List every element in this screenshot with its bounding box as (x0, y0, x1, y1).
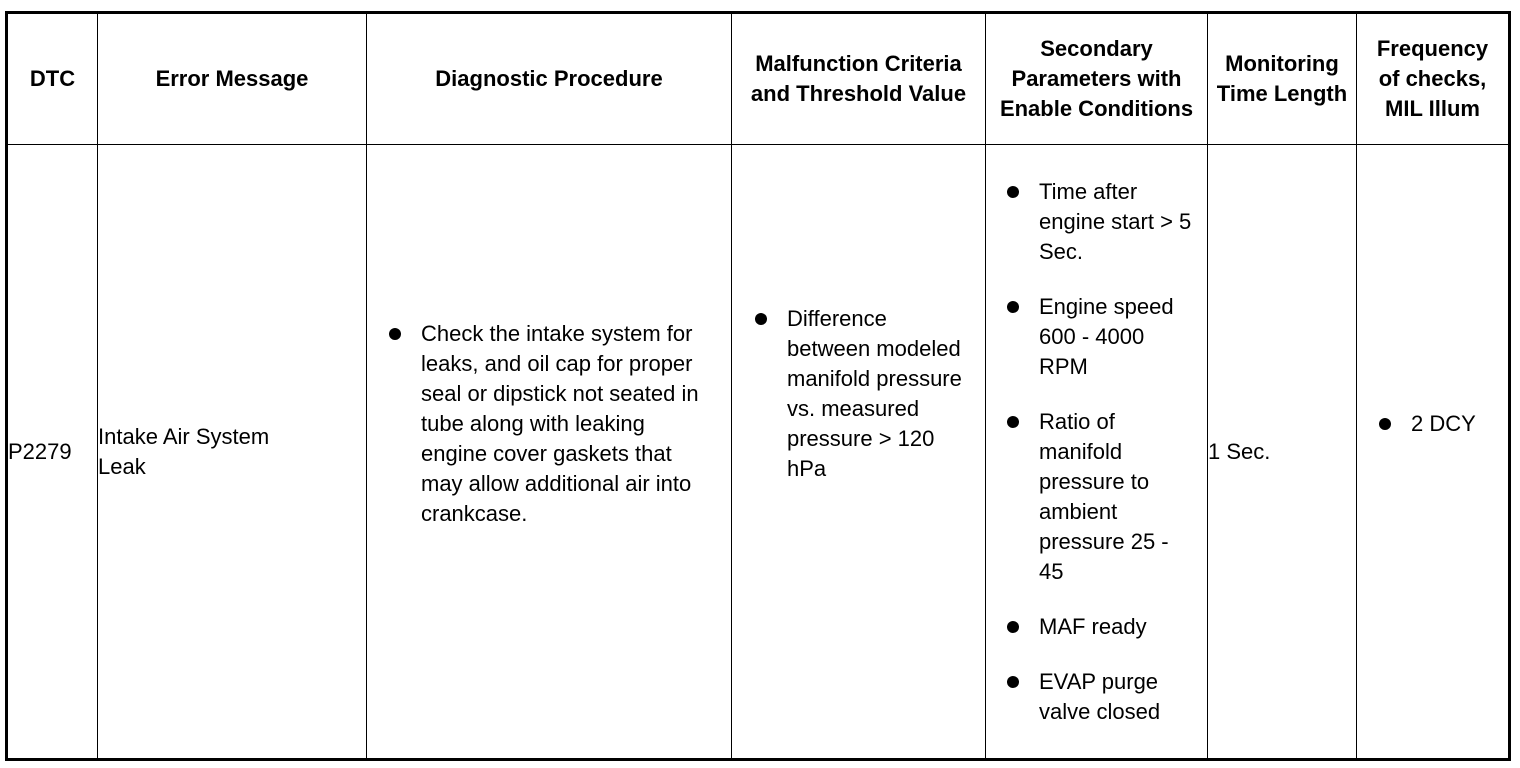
header-malfunction-criteria: Malfunction Criteria and Threshold Value (732, 13, 986, 145)
bullet-icon (389, 328, 401, 340)
header-secondary-parameters: Secondary Parameters with Enable Conditions (986, 13, 1208, 145)
bullet-icon (1007, 416, 1019, 428)
cell-dtc: P2279 (7, 145, 98, 760)
cell-diagnostic-procedure (367, 145, 732, 760)
list-item (1039, 667, 1197, 727)
bullet-icon (1007, 301, 1019, 313)
cell-secondary-parameters (986, 145, 1208, 760)
list-item-text: Engine speed 600 - 4000 RPM (1039, 293, 1174, 379)
list-item (1039, 407, 1197, 587)
list-item-text: EVAP purge valve closed (1039, 668, 1161, 724)
header-frequency: Frequency of checks, MIL Illum (1357, 13, 1510, 145)
frequency-list (1357, 409, 1508, 439)
header-monitoring-time: Monitoring Time Length (1208, 13, 1357, 145)
list-item (1039, 292, 1197, 382)
dtc-table (5, 11, 1511, 761)
list-item-text: Check the intake system for leaks, and oil cap for proper seal or dipstick not seated in tube along with leaking engine cover gaskets that may allow additional air into crankcase. (421, 320, 699, 526)
diagnostic-procedure-list (367, 320, 731, 557)
cell-frequency (1357, 145, 1510, 760)
cell-monitoring-time: 1 Sec. (1208, 145, 1357, 760)
header-row (7, 13, 1510, 145)
secondary-parameters-list (986, 177, 1207, 727)
header-error-message: Error Message (98, 13, 367, 145)
malfunction-criteria-list (732, 305, 985, 542)
bullet-icon (1379, 418, 1391, 430)
bullet-icon (755, 313, 767, 325)
list-item (421, 319, 713, 529)
list-item-text: MAF ready (1039, 613, 1147, 639)
bullet-icon (1007, 621, 1019, 633)
list-item (1039, 177, 1197, 267)
list-item (1411, 409, 1508, 439)
list-item-text: Ratio of manifold pressure to ambient pressure 25 - 45 (1039, 408, 1169, 584)
bullet-icon (1007, 676, 1019, 688)
header-diagnostic-procedure: Diagnostic Procedure (367, 13, 732, 145)
error-message-text: Intake Air System Leak (98, 423, 270, 479)
cell-error-message (98, 145, 367, 760)
list-item (787, 304, 973, 484)
list-item-text: Difference between modeled manifold pressure vs. measured pressure > 120 hPa (787, 305, 962, 481)
list-item-text: Time after engine start > 5 Sec. (1039, 178, 1192, 264)
list-item-text: 2 DCY (1411, 410, 1476, 436)
cell-malfunction-criteria (732, 145, 986, 760)
header-dtc: DTC (7, 13, 98, 145)
table-row (7, 145, 1510, 760)
list-item (1039, 612, 1197, 642)
bullet-icon (1007, 186, 1019, 198)
